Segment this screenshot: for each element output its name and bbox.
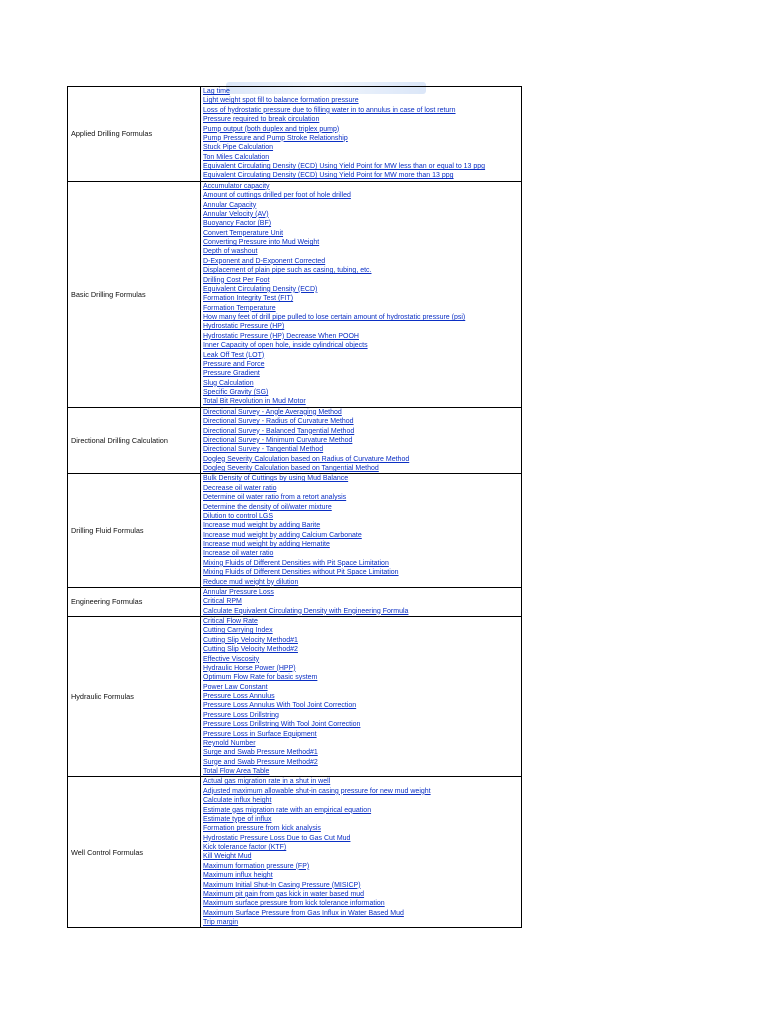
formula-link[interactable]: Formation Temperature <box>203 304 276 312</box>
formula-link[interactable]: Pressure Loss Drillstring With Tool Joint Correction <box>203 721 361 729</box>
formula-link[interactable]: Light weight spot fill to balance formation pressure <box>203 97 359 105</box>
formula-link[interactable]: Loss of hydrostatic pressure due to filling water in to annulus in case of lost return <box>203 106 456 114</box>
formula-link[interactable]: Pressure Loss in Surface Equipment <box>203 730 317 738</box>
formula-link[interactable]: Equivalent Circulating Density (ECD) Using Yield Point for MW more than 13 ppg <box>203 172 454 180</box>
links-cell <box>201 87 522 182</box>
formula-link[interactable]: Converting Pressure into Mud Weight <box>203 239 320 246</box>
table-row <box>68 617 522 777</box>
formula-link[interactable]: Increase mud weight by adding Barite <box>203 522 321 530</box>
formula-link[interactable]: Pump output (both duplex and triplex pump) <box>203 125 340 133</box>
formula-link[interactable]: Hydraulic Horse Power (HPP) <box>203 664 296 672</box>
formula-link[interactable]: Displacement of plain pipe such as casing, tubing, etc. <box>203 267 372 275</box>
table-row <box>68 777 522 928</box>
formula-link[interactable]: Maximum surface pressure from kick tolerance information <box>203 900 385 908</box>
formula-link[interactable]: Amount of cuttings drilled per foot of hole drilled <box>203 192 351 200</box>
links-cell <box>201 777 522 928</box>
formula-link[interactable]: Mixing Fluids of Different Densities with Pit Space Limitation <box>203 559 389 567</box>
links-cell <box>201 474 522 588</box>
formula-link[interactable]: Actual gas migration rate in a shut in well <box>203 778 331 786</box>
formula-link[interactable]: Lag time <box>203 88 230 95</box>
formula-link[interactable]: Cutting Carrying Index <box>203 627 273 635</box>
formula-link[interactable]: Hydrostatic Pressure (HP) <box>203 323 285 331</box>
formula-link[interactable]: Annular Capacity <box>203 201 257 209</box>
formula-link[interactable]: Directional Survey - Tangential Method <box>203 446 324 454</box>
formula-link[interactable]: Specific Gravity (SG) <box>203 389 269 396</box>
category-cell: Drilling Fluid Formulas <box>68 474 201 588</box>
formula-link[interactable]: Directional Survey - Radius of Curvature Method <box>203 418 354 426</box>
formula-link[interactable]: Critical Flow Rate <box>203 618 258 625</box>
formula-link[interactable]: Determine the density of oil/water mixture <box>203 503 332 511</box>
formula-link[interactable]: Hydrostatic Pressure (HP) Decrease When POOH <box>203 332 359 340</box>
formula-link[interactable]: Total Flow Area Table <box>203 768 270 775</box>
formula-link[interactable]: Directional Survey - Angle Averaging Method <box>203 408 342 416</box>
formula-link[interactable]: Stuck Pipe Calculation <box>203 144 274 152</box>
formula-link[interactable]: Increase mud weight by adding Calcium Carbonate <box>203 531 362 539</box>
formula-link[interactable]: Equivalent Circulating Density (ECD) <box>203 285 318 293</box>
category-cell: Applied Drilling Formulas <box>68 87 201 182</box>
table-row <box>68 181 522 407</box>
category-cell: Hydraulic Formulas <box>68 617 201 777</box>
formula-link[interactable]: D-Exponent and D-Exponent Corrected <box>203 257 326 265</box>
formula-link[interactable]: Pressure Gradient <box>203 370 260 378</box>
formula-link[interactable]: Reduce mud weight by dilution <box>203 578 299 586</box>
formula-link[interactable]: Accumulator capacity <box>203 182 270 190</box>
formula-link[interactable]: Maximum formation pressure (FP) <box>203 862 310 870</box>
formula-link[interactable]: Pressure Loss Annulus With Tool Joint Correction <box>203 702 357 710</box>
formula-link[interactable]: Pressure Loss Drillstring <box>203 711 279 719</box>
formula-link[interactable]: Power Law Constant <box>203 683 268 691</box>
formula-link[interactable]: Slug Calculation <box>203 379 254 387</box>
formula-link[interactable]: Ton Miles Calculation <box>203 153 270 161</box>
formula-link[interactable]: Estimate gas migration rate with an empirical equation <box>203 806 372 814</box>
table-row <box>68 87 522 182</box>
formula-table <box>67 86 522 928</box>
formula-link[interactable]: Maximum Initial Shut-In Casing Pressure (MISICP) <box>203 881 361 889</box>
formula-link[interactable]: Inner Capacity of open hole, inside cylindrical objects <box>203 342 368 350</box>
links-cell <box>201 181 522 407</box>
formula-link[interactable]: Depth of washout <box>203 248 258 256</box>
formula-link[interactable]: Cutting Slip Velocity Method#2 <box>203 646 298 654</box>
formula-link[interactable]: Pressure Loss Annulus <box>203 693 275 700</box>
formula-link[interactable]: Formation Integrity Test (FIT) <box>203 295 294 303</box>
table-row <box>68 407 522 474</box>
formula-link[interactable]: Pressure required to break circulation <box>203 116 320 124</box>
formula-link[interactable]: Critical RPM <box>203 598 242 606</box>
formula-link[interactable]: Dilution to control LGS <box>203 512 274 520</box>
formula-link[interactable]: Total Bit Revolution in Mud Motor <box>203 398 306 406</box>
formula-link[interactable]: Increase mud weight by adding Hematite <box>203 541 330 548</box>
formula-link[interactable]: Calculate Equivalent Circulating Density with Engineering Formula <box>203 607 409 615</box>
links-cell <box>201 407 522 474</box>
table-row <box>68 474 522 588</box>
formula-link[interactable]: Estimate type of influx <box>203 815 272 823</box>
formula-link[interactable]: Annular Velocity (AV) <box>203 210 269 218</box>
formula-link[interactable]: Surge and Swab Pressure Method#1 <box>203 749 318 757</box>
formula-link[interactable]: Optimum Flow Rate for basic system <box>203 674 318 682</box>
formula-link[interactable]: Convert Temperature Unit <box>203 229 284 237</box>
formula-link[interactable]: Dogleg Severity Calculation based on Tangential Method <box>203 465 379 472</box>
formula-link[interactable]: Buoyancy Factor (BF) <box>203 220 272 228</box>
formula-link[interactable]: Directional Survey - Minimum Curvature Method <box>203 436 353 444</box>
formula-link[interactable]: Leak Off Test (LOT) <box>203 351 265 359</box>
formula-link[interactable]: Directional Survey - Balanced Tangential Method <box>203 427 355 435</box>
formula-link[interactable]: Adjusted maximum allowable shut-in casing pressure for new mud weight <box>203 787 431 795</box>
formula-link[interactable]: Kick tolerance factor (KTF) <box>203 844 287 851</box>
formula-link[interactable]: Pressure and Force <box>203 360 265 368</box>
formula-link[interactable]: Equivalent Circulating Density (ECD) Using Yield Point for MW less than or equal to 13 ppg <box>203 163 486 170</box>
formula-link[interactable]: Calculate influx height <box>203 797 272 805</box>
formula-link[interactable]: Bulk Density of Cuttings by using Mud Balance <box>203 475 349 483</box>
formula-link[interactable]: Reynold Number <box>203 739 256 747</box>
formula-link[interactable]: Effective Viscosity <box>203 655 260 663</box>
category-cell: Directional Drilling Calculation <box>68 407 201 474</box>
formula-link[interactable]: Hydrostatic Pressure Loss Due to Gas Cut Mud <box>203 834 351 842</box>
formula-link[interactable]: Mixing Fluids of Different Densities without Pit Space Limitation <box>203 569 399 577</box>
formula-link[interactable]: Formation pressure from kick analysis <box>203 825 321 833</box>
formula-link[interactable]: Surge and Swab Pressure Method#2 <box>203 758 318 766</box>
formula-link[interactable]: Dogleg Severity Calculation based on Radius of Curvature Method <box>203 455 410 463</box>
formula-link[interactable]: Maximum pit gain from gas kick in water based mud <box>203 890 365 898</box>
table-body <box>68 87 522 928</box>
formula-link[interactable]: Trip margin <box>203 919 239 926</box>
formula-link[interactable]: Kill Weight Mud <box>203 853 252 861</box>
formula-link[interactable]: Increase oil water ratio <box>203 550 274 558</box>
category-cell: Basic Drilling Formulas <box>68 181 201 407</box>
formula-link[interactable]: Pump Pressure and Pump Stroke Relationship <box>203 134 348 142</box>
category-cell: Engineering Formulas <box>68 587 201 616</box>
formula-link[interactable]: Maximum Surface Pressure from Gas Influx in Water Based Mud <box>203 909 404 917</box>
formula-link[interactable]: Determine oil water ratio from a retort analysis <box>203 494 347 502</box>
links-cell <box>201 617 522 777</box>
links-cell <box>201 587 522 616</box>
formula-link[interactable]: How many feet of drill pipe pulled to lose certain amount of hydrostatic pressure (psi) <box>203 314 466 321</box>
formula-link[interactable]: Cutting Slip Velocity Method#1 <box>203 636 298 644</box>
table-row <box>68 587 522 616</box>
formula-link[interactable]: Maximum influx height <box>203 872 273 880</box>
formula-link[interactable]: Decrease oil water ratio <box>203 484 277 492</box>
category-cell: Well Control Formulas <box>68 777 201 928</box>
formula-link[interactable]: Drilling Cost Per Foot <box>203 276 270 284</box>
formula-link[interactable]: Annular Pressure Loss <box>203 588 274 596</box>
